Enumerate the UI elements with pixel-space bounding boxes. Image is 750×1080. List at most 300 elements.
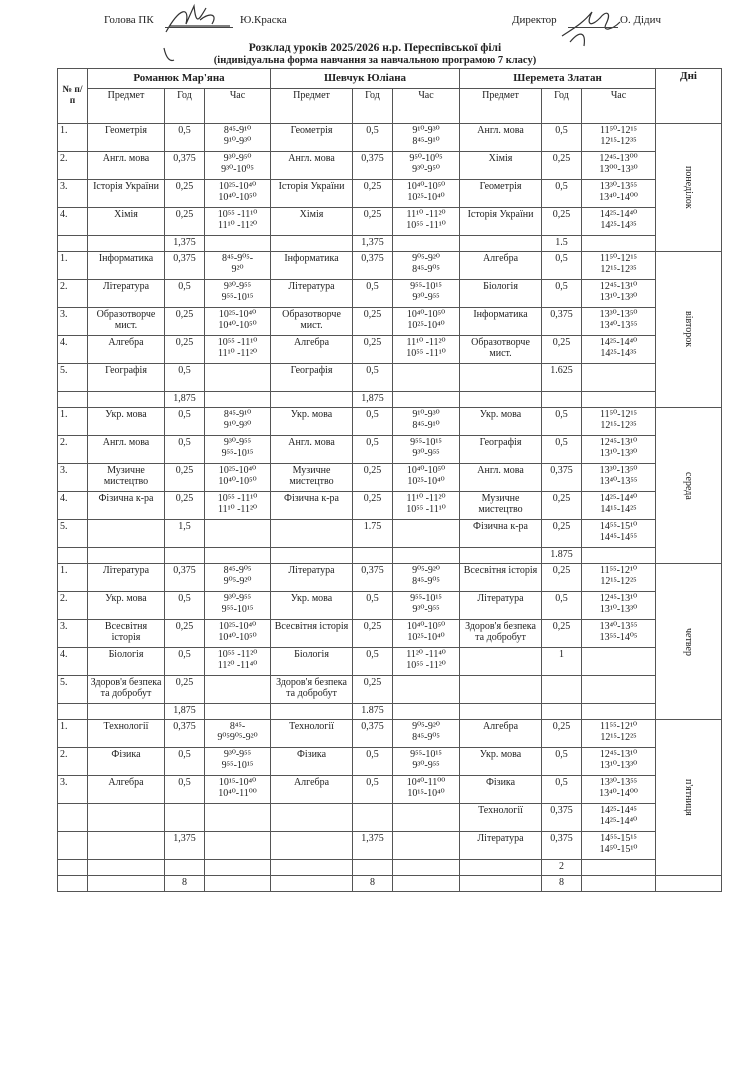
table-cell: Література bbox=[460, 592, 542, 620]
table-cell bbox=[205, 832, 271, 860]
table-cell bbox=[460, 548, 542, 564]
table-cell: Література bbox=[460, 832, 542, 860]
table-cell: 14⁵⁵-15¹⁰ 14⁴⁵-14⁵⁵ bbox=[582, 520, 656, 548]
table-cell bbox=[205, 860, 271, 876]
table-cell bbox=[393, 876, 460, 892]
table-cell: Інформатика bbox=[460, 308, 542, 336]
table-cell: 8⁴⁵-9¹⁰ 9¹⁰-9³⁰ bbox=[205, 408, 271, 436]
table-cell: 4. bbox=[58, 208, 88, 236]
table-row bbox=[58, 124, 722, 152]
table-cell: 10⁴⁰-10⁵⁰ 10²⁵-10⁴⁰ bbox=[393, 180, 460, 208]
table-cell: 0,25 bbox=[542, 208, 582, 236]
table-cell bbox=[582, 876, 656, 892]
table-cell bbox=[460, 364, 542, 392]
table-row bbox=[58, 676, 722, 704]
table-cell: 9⁰⁵-9²⁰ 8⁴⁵-9⁰⁵ bbox=[393, 564, 460, 592]
table-cell bbox=[393, 832, 460, 860]
table-row bbox=[58, 776, 722, 804]
table-cell: Технології bbox=[88, 720, 165, 748]
table-cell: 14²⁵-14⁴⁰ 14¹⁵-14²⁵ bbox=[582, 492, 656, 520]
table-cell bbox=[582, 236, 656, 252]
table-cell: 0,5 bbox=[353, 592, 393, 620]
table-cell: 10⁴⁰-10⁵⁰ 10²⁵-10⁴⁰ bbox=[393, 308, 460, 336]
table-cell: 11¹⁰ -11²⁰ 10⁵⁵ -11¹⁰ bbox=[393, 208, 460, 236]
student-header-2: Шевчук Юліана bbox=[271, 69, 460, 89]
table-cell: Укр. мова bbox=[460, 408, 542, 436]
table-cell: 1.625 bbox=[542, 364, 582, 392]
table-cell bbox=[271, 520, 353, 548]
table-cell: Всесвітня історія bbox=[88, 620, 165, 648]
table-cell: 11¹⁰ -11²⁰ 10⁵⁵ -11¹⁰ bbox=[393, 336, 460, 364]
table-cell: 0,5 bbox=[542, 124, 582, 152]
table-cell bbox=[542, 676, 582, 704]
table-cell: Музичне мистецтво bbox=[271, 464, 353, 492]
subject-header: Предмет bbox=[271, 89, 353, 124]
table-cell: 10²⁵-10⁴⁰ 10⁴⁰-10⁵⁰ bbox=[205, 620, 271, 648]
table-cell: Хімія bbox=[460, 152, 542, 180]
table-cell: 0,375 bbox=[542, 308, 582, 336]
day-total bbox=[165, 860, 205, 876]
table-cell bbox=[88, 392, 165, 408]
day-label: середа bbox=[656, 408, 722, 564]
table-cell: Всесвітня історія bbox=[460, 564, 542, 592]
grand-total-row bbox=[58, 876, 722, 892]
table-cell: 0,25 bbox=[353, 180, 393, 208]
table-cell: 9³⁰-9⁵⁵ 9⁵⁵-10¹⁵ bbox=[205, 280, 271, 308]
table-cell: 0,5 bbox=[542, 180, 582, 208]
table-cell: 0,25 bbox=[165, 308, 205, 336]
table-cell: Геометрія bbox=[88, 124, 165, 152]
table-cell: Алгебра bbox=[271, 336, 353, 364]
table-cell: Укр. мова bbox=[88, 408, 165, 436]
table-cell: 0,5 bbox=[542, 436, 582, 464]
table-cell: 0,375 bbox=[165, 564, 205, 592]
table-cell: 8⁴⁵-9⁰⁵ 9⁰⁵-9²⁰ bbox=[205, 564, 271, 592]
table-cell: Образотворче мист. bbox=[88, 308, 165, 336]
table-cell: 9⁰⁵-9²⁰ 8⁴⁵-9⁰⁵ bbox=[393, 720, 460, 748]
table-cell: 10⁵⁵ -11¹⁰ 11¹⁰ -11²⁰ bbox=[205, 492, 271, 520]
table-cell: 12⁴⁵-13¹⁰ 13¹⁰-13³⁰ bbox=[582, 748, 656, 776]
table-cell bbox=[460, 876, 542, 892]
table-cell: 0,5 bbox=[353, 280, 393, 308]
table-cell bbox=[88, 860, 165, 876]
table-cell: 0,375 bbox=[353, 152, 393, 180]
table-cell: 0,5 bbox=[165, 408, 205, 436]
table-cell bbox=[582, 676, 656, 704]
table-cell: Фізична к-ра bbox=[271, 492, 353, 520]
table-cell: Географія bbox=[460, 436, 542, 464]
table-cell: Література bbox=[271, 280, 353, 308]
table-cell bbox=[58, 876, 88, 892]
totals-row bbox=[58, 860, 722, 876]
table-cell: 0,25 bbox=[165, 620, 205, 648]
table-cell bbox=[205, 236, 271, 252]
table-cell: 5. bbox=[58, 520, 88, 548]
table-cell: 0,5 bbox=[165, 648, 205, 676]
table-cell bbox=[88, 832, 165, 860]
grand-total: 8 bbox=[542, 876, 582, 892]
table-cell: Хімія bbox=[88, 208, 165, 236]
table-cell bbox=[165, 804, 205, 832]
table-cell: Біологія bbox=[460, 280, 542, 308]
table-cell bbox=[271, 832, 353, 860]
signature-line-right bbox=[568, 27, 618, 28]
table-row bbox=[58, 832, 722, 860]
table-cell: 4. bbox=[58, 492, 88, 520]
table-cell: 10²⁵-10⁴⁰ 10⁴⁰-10⁵⁰ bbox=[205, 308, 271, 336]
table-cell: 0,5 bbox=[353, 776, 393, 804]
table-cell bbox=[58, 860, 88, 876]
table-cell: 14²⁵-14⁴⁰ 14²⁵-14³⁵ bbox=[582, 208, 656, 236]
day-total bbox=[165, 548, 205, 564]
table-cell: 12⁴⁵-13¹⁰ 13¹⁰-13³⁰ bbox=[582, 280, 656, 308]
table-cell: 1. bbox=[58, 720, 88, 748]
table-cell: 3. bbox=[58, 464, 88, 492]
table-cell: 0,25 bbox=[542, 620, 582, 648]
table-cell: 13³⁰-13⁵⁵ 13⁴⁰-14⁰⁰ bbox=[582, 180, 656, 208]
table-cell bbox=[393, 520, 460, 548]
table-cell: 9³⁰-9⁵⁵ 9⁵⁵-10¹⁵ bbox=[205, 748, 271, 776]
table-cell bbox=[58, 832, 88, 860]
table-cell: 10⁴⁰-10⁵⁰ 10²⁵-10⁴⁰ bbox=[393, 464, 460, 492]
table-cell: 11⁵⁰-12¹⁵ 12¹⁵-12³⁵ bbox=[582, 124, 656, 152]
table-cell: 1,375 bbox=[353, 832, 393, 860]
table-cell bbox=[88, 704, 165, 720]
table-cell: 0,25 bbox=[353, 464, 393, 492]
table-cell bbox=[393, 236, 460, 252]
table-cell: 10²⁵-10⁴⁰ 10⁴⁰-10⁵⁰ bbox=[205, 464, 271, 492]
table-cell: 0,25 bbox=[165, 208, 205, 236]
table-cell: 1. bbox=[58, 408, 88, 436]
table-cell: Англ. мова bbox=[460, 464, 542, 492]
grand-total: 8 bbox=[353, 876, 393, 892]
table-cell: 0,375 bbox=[165, 152, 205, 180]
table-cell: Алгебра bbox=[271, 776, 353, 804]
table-cell: Фізика bbox=[460, 776, 542, 804]
table-row bbox=[58, 364, 722, 392]
table-cell: 8⁴⁵-9⁰⁵- 9²⁰ bbox=[205, 252, 271, 280]
table-cell: 0,25 bbox=[353, 308, 393, 336]
table-cell: 0,5 bbox=[165, 748, 205, 776]
table-cell: 0,25 bbox=[542, 336, 582, 364]
table-cell: 10⁵⁵ -11¹⁰ 11¹⁰ -11²⁰ bbox=[205, 336, 271, 364]
table-cell: 2. bbox=[58, 280, 88, 308]
table-cell: 3. bbox=[58, 776, 88, 804]
table-cell: 3. bbox=[58, 180, 88, 208]
table-cell: 10⁴⁰-10⁵⁰ 10²⁵-10⁴⁰ bbox=[393, 620, 460, 648]
table-cell: 9¹⁰-9³⁰ 8⁴⁵-9¹⁰ bbox=[393, 124, 460, 152]
table-cell: 11⁵⁵-12¹⁰ 12¹⁵-12²⁵ bbox=[582, 564, 656, 592]
table-cell: 3. bbox=[58, 620, 88, 648]
hours-header: Год bbox=[353, 89, 393, 124]
table-cell: 1. bbox=[58, 252, 88, 280]
table-cell: 9⁵⁵-10¹⁵ 9³⁰-9⁵⁵ bbox=[393, 748, 460, 776]
table-cell: Англ. мова bbox=[460, 124, 542, 152]
table-cell: Література bbox=[88, 280, 165, 308]
table-cell: 0,5 bbox=[165, 124, 205, 152]
table-cell: 11⁵⁵-12¹⁰ 12¹⁵-12²⁵ bbox=[582, 720, 656, 748]
table-cell: 13³⁰-13⁵⁰ 13⁴⁰-13⁵⁵ bbox=[582, 308, 656, 336]
table-cell: 13⁴⁰-13⁵⁵ 13⁵⁵-14⁰⁵ bbox=[582, 620, 656, 648]
table-cell: 0,5 bbox=[353, 436, 393, 464]
day-total: 1,375 bbox=[165, 236, 205, 252]
table-cell bbox=[582, 860, 656, 876]
table-row bbox=[58, 408, 722, 436]
table-cell: 0,375 bbox=[165, 720, 205, 748]
table-cell bbox=[582, 648, 656, 676]
table-cell bbox=[460, 648, 542, 676]
table-cell bbox=[88, 548, 165, 564]
table-cell: Фізична к-ра bbox=[88, 492, 165, 520]
table-row bbox=[58, 620, 722, 648]
table-cell bbox=[271, 236, 353, 252]
table-cell: 9³⁰-9⁵⁵ 9⁵⁵-10¹⁵ bbox=[205, 436, 271, 464]
table-cell: Фізична к-ра bbox=[460, 520, 542, 548]
student-header-3: Шеремета Златан bbox=[460, 69, 656, 89]
table-row bbox=[58, 208, 722, 236]
director-name: О. Дідич bbox=[620, 14, 662, 26]
table-cell: 5. bbox=[58, 364, 88, 392]
table-cell bbox=[271, 804, 353, 832]
table-cell bbox=[582, 392, 656, 408]
director-label: Директор bbox=[512, 14, 557, 26]
table-cell: 0,375 bbox=[353, 252, 393, 280]
table-cell: 12⁴⁵-13¹⁰ 13¹⁰-13³⁰ bbox=[582, 592, 656, 620]
day-total bbox=[542, 704, 582, 720]
table-cell: Алгебра bbox=[88, 776, 165, 804]
table-cell bbox=[205, 676, 271, 704]
table-cell bbox=[205, 804, 271, 832]
table-cell: Здоров'я безпека та добробут bbox=[271, 676, 353, 704]
subject-header: Предмет bbox=[460, 89, 542, 124]
table-cell: Фізика bbox=[271, 748, 353, 776]
table-cell: 0,375 bbox=[165, 252, 205, 280]
table-cell bbox=[205, 392, 271, 408]
table-cell: 0,25 bbox=[165, 676, 205, 704]
table-cell: Всесвітня історія bbox=[271, 620, 353, 648]
table-cell bbox=[393, 364, 460, 392]
table-cell: 0,5 bbox=[165, 364, 205, 392]
table-cell bbox=[271, 860, 353, 876]
table-cell: 2. bbox=[58, 748, 88, 776]
student-header-1: Романюк Мар'яна bbox=[88, 69, 271, 89]
table-cell: 4. bbox=[58, 336, 88, 364]
table-cell: Англ. мова bbox=[88, 152, 165, 180]
table-cell bbox=[88, 236, 165, 252]
table-cell bbox=[582, 548, 656, 564]
table-cell bbox=[58, 548, 88, 564]
table-cell: 0,25 bbox=[165, 464, 205, 492]
table-cell bbox=[393, 676, 460, 704]
table-cell: 0,25 bbox=[542, 152, 582, 180]
table-cell: Біологія bbox=[271, 648, 353, 676]
table-row bbox=[58, 308, 722, 336]
table-cell: Історія України bbox=[88, 180, 165, 208]
schedule-table bbox=[57, 68, 722, 892]
table-cell: 8⁴⁵- 9⁰⁵9⁰⁵-9²⁰ bbox=[205, 720, 271, 748]
table-cell: Здоров'я безпека та добробут bbox=[88, 676, 165, 704]
table-cell: 0,25 bbox=[165, 180, 205, 208]
table-cell: Література bbox=[88, 564, 165, 592]
table-cell: Алгебра bbox=[460, 252, 542, 280]
table-cell bbox=[460, 704, 542, 720]
table-cell bbox=[205, 704, 271, 720]
day-total bbox=[353, 860, 393, 876]
table-cell bbox=[58, 392, 88, 408]
table-cell: 11⁵⁰-12¹⁵ 12¹⁵-12³⁵ bbox=[582, 408, 656, 436]
table-cell: Історія України bbox=[271, 180, 353, 208]
table-cell: 4. bbox=[58, 648, 88, 676]
table-cell: 0,25 bbox=[542, 564, 582, 592]
table-cell: 3. bbox=[58, 308, 88, 336]
table-cell: 1,375 bbox=[165, 832, 205, 860]
table-cell bbox=[393, 392, 460, 408]
table-cell: 9⁰⁵-9²⁰ 8⁴⁵-9⁰⁵ bbox=[393, 252, 460, 280]
day-total: 1.875 bbox=[353, 704, 393, 720]
time-header: Час bbox=[393, 89, 460, 124]
table-cell: 0,25 bbox=[353, 620, 393, 648]
totals-row bbox=[58, 236, 722, 252]
table-row bbox=[58, 748, 722, 776]
table-cell: 0,25 bbox=[353, 336, 393, 364]
day-total: 1.5 bbox=[542, 236, 582, 252]
table-cell: 10⁴⁰-11⁰⁰ 10¹⁵-10⁴⁰ bbox=[393, 776, 460, 804]
table-cell bbox=[656, 876, 722, 892]
table-cell: 11⁵⁰-12¹⁵ 12¹⁵-12³⁵ bbox=[582, 252, 656, 280]
table-cell: 0,5 bbox=[165, 280, 205, 308]
table-cell: 9⁵⁵-10¹⁵ 9³⁰-9⁵⁵ bbox=[393, 592, 460, 620]
table-cell: 12⁴⁵-13¹⁰ 13¹⁰-13³⁰ bbox=[582, 436, 656, 464]
table-cell bbox=[582, 364, 656, 392]
table-cell bbox=[271, 548, 353, 564]
table-cell: Історія України bbox=[460, 208, 542, 236]
table-cell: 0,5 bbox=[165, 592, 205, 620]
table-cell: Укр. мова bbox=[460, 748, 542, 776]
table-cell: 1.75 bbox=[353, 520, 393, 548]
table-row bbox=[58, 720, 722, 748]
table-cell: Інформатика bbox=[271, 252, 353, 280]
table-cell: 13³⁰-13⁵⁰ 13⁴⁰-13⁵⁵ bbox=[582, 464, 656, 492]
head-label: Голова ПК bbox=[104, 14, 154, 26]
totals-row bbox=[58, 704, 722, 720]
table-cell: Геометрія bbox=[271, 124, 353, 152]
table-row bbox=[58, 648, 722, 676]
table-cell: 2. bbox=[58, 436, 88, 464]
table-cell: 1,5 bbox=[165, 520, 205, 548]
table-cell: Фізика bbox=[88, 748, 165, 776]
table-cell bbox=[88, 876, 165, 892]
table-cell: 9¹⁰-9³⁰ 8⁴⁵-9¹⁰ bbox=[393, 408, 460, 436]
table-row bbox=[58, 492, 722, 520]
table-cell: Англ. мова bbox=[88, 436, 165, 464]
table-cell: 8⁴⁵-9¹⁰ 9¹⁰-9³⁰ bbox=[205, 124, 271, 152]
table-cell: 1. bbox=[58, 124, 88, 152]
day-label: четвер bbox=[656, 564, 722, 720]
table-cell bbox=[582, 704, 656, 720]
table-cell: 0,5 bbox=[353, 748, 393, 776]
table-cell bbox=[205, 548, 271, 564]
table-cell: 14²⁵-14⁴⁰ 14²⁵-14³⁵ bbox=[582, 336, 656, 364]
table-cell: 0,5 bbox=[353, 648, 393, 676]
table-cell bbox=[58, 704, 88, 720]
table-cell: Образотворче мист. bbox=[460, 336, 542, 364]
table-cell: 10⁵⁵ -11¹⁰ 11¹⁰ -11²⁰ bbox=[205, 208, 271, 236]
table-row bbox=[58, 564, 722, 592]
table-cell bbox=[393, 704, 460, 720]
table-row bbox=[58, 520, 722, 548]
hours-header: Год bbox=[165, 89, 205, 124]
table-cell: 12⁴⁵-13⁰⁰ 13⁰⁰-13³⁰ bbox=[582, 152, 656, 180]
table-cell bbox=[88, 520, 165, 548]
table-cell bbox=[88, 804, 165, 832]
table-cell: 0,5 bbox=[165, 776, 205, 804]
subject-header: Предмет bbox=[88, 89, 165, 124]
days-header: Дні bbox=[656, 69, 722, 124]
totals-row bbox=[58, 548, 722, 564]
day-total: 1,875 bbox=[165, 704, 205, 720]
table-cell: 13³⁰-13⁵⁵ 13⁴⁰-14⁰⁰ bbox=[582, 776, 656, 804]
table-row bbox=[58, 336, 722, 364]
table-cell: Англ. мова bbox=[271, 152, 353, 180]
day-label: п'ятниця bbox=[656, 720, 722, 876]
table-cell: 14²⁵-14⁴⁵ 14²⁵-14⁴⁰ bbox=[582, 804, 656, 832]
table-cell: Геометрія bbox=[460, 180, 542, 208]
signature-line-left bbox=[165, 27, 233, 28]
day-label: вівторок bbox=[656, 252, 722, 408]
table-cell: 10²⁵-10⁴⁰ 10⁴⁰-10⁵⁰ bbox=[205, 180, 271, 208]
table-cell: Алгебра bbox=[88, 336, 165, 364]
table-cell: Укр. мова bbox=[88, 592, 165, 620]
table-cell bbox=[271, 876, 353, 892]
table-cell: 9⁵⁵-10¹⁵ 9³⁰-9⁵⁵ bbox=[393, 280, 460, 308]
day-total bbox=[542, 392, 582, 408]
table-cell: Англ. мова bbox=[271, 436, 353, 464]
grand-total: 8 bbox=[165, 876, 205, 892]
table-cell: 9⁵⁰-10⁰⁵ 9³⁰-9⁵⁰ bbox=[393, 152, 460, 180]
table-cell: 0,25 bbox=[165, 336, 205, 364]
table-cell: 9⁵⁵-10¹⁵ 9³⁰-9⁵⁵ bbox=[393, 436, 460, 464]
table-cell: 0,25 bbox=[353, 676, 393, 704]
time-header: Час bbox=[582, 89, 656, 124]
table-row bbox=[58, 180, 722, 208]
table-cell: Інформатика bbox=[88, 252, 165, 280]
table-cell: Алгебра bbox=[460, 720, 542, 748]
table-cell bbox=[271, 704, 353, 720]
table-cell: 2. bbox=[58, 592, 88, 620]
table-cell bbox=[460, 392, 542, 408]
day-total: 2 bbox=[542, 860, 582, 876]
table-cell bbox=[460, 676, 542, 704]
table-cell: Технології bbox=[271, 720, 353, 748]
totals-row bbox=[58, 392, 722, 408]
day-total: 1.875 bbox=[542, 548, 582, 564]
table-cell bbox=[393, 804, 460, 832]
day-total: 1,875 bbox=[353, 392, 393, 408]
table-cell: 0,25 bbox=[353, 492, 393, 520]
table-cell bbox=[58, 236, 88, 252]
day-total: 1,875 bbox=[165, 392, 205, 408]
table-row bbox=[58, 252, 722, 280]
table-cell: 5. bbox=[58, 676, 88, 704]
table-cell: Хімія bbox=[271, 208, 353, 236]
table-cell bbox=[353, 804, 393, 832]
table-cell: Музичне мистецтво bbox=[88, 464, 165, 492]
table-cell: 2. bbox=[58, 152, 88, 180]
table-cell: 0,5 bbox=[542, 280, 582, 308]
head-name: Ю.Краска bbox=[240, 14, 287, 26]
table-cell: Здоров'я безпека та добробут bbox=[460, 620, 542, 648]
table-cell: 0,375 bbox=[542, 804, 582, 832]
